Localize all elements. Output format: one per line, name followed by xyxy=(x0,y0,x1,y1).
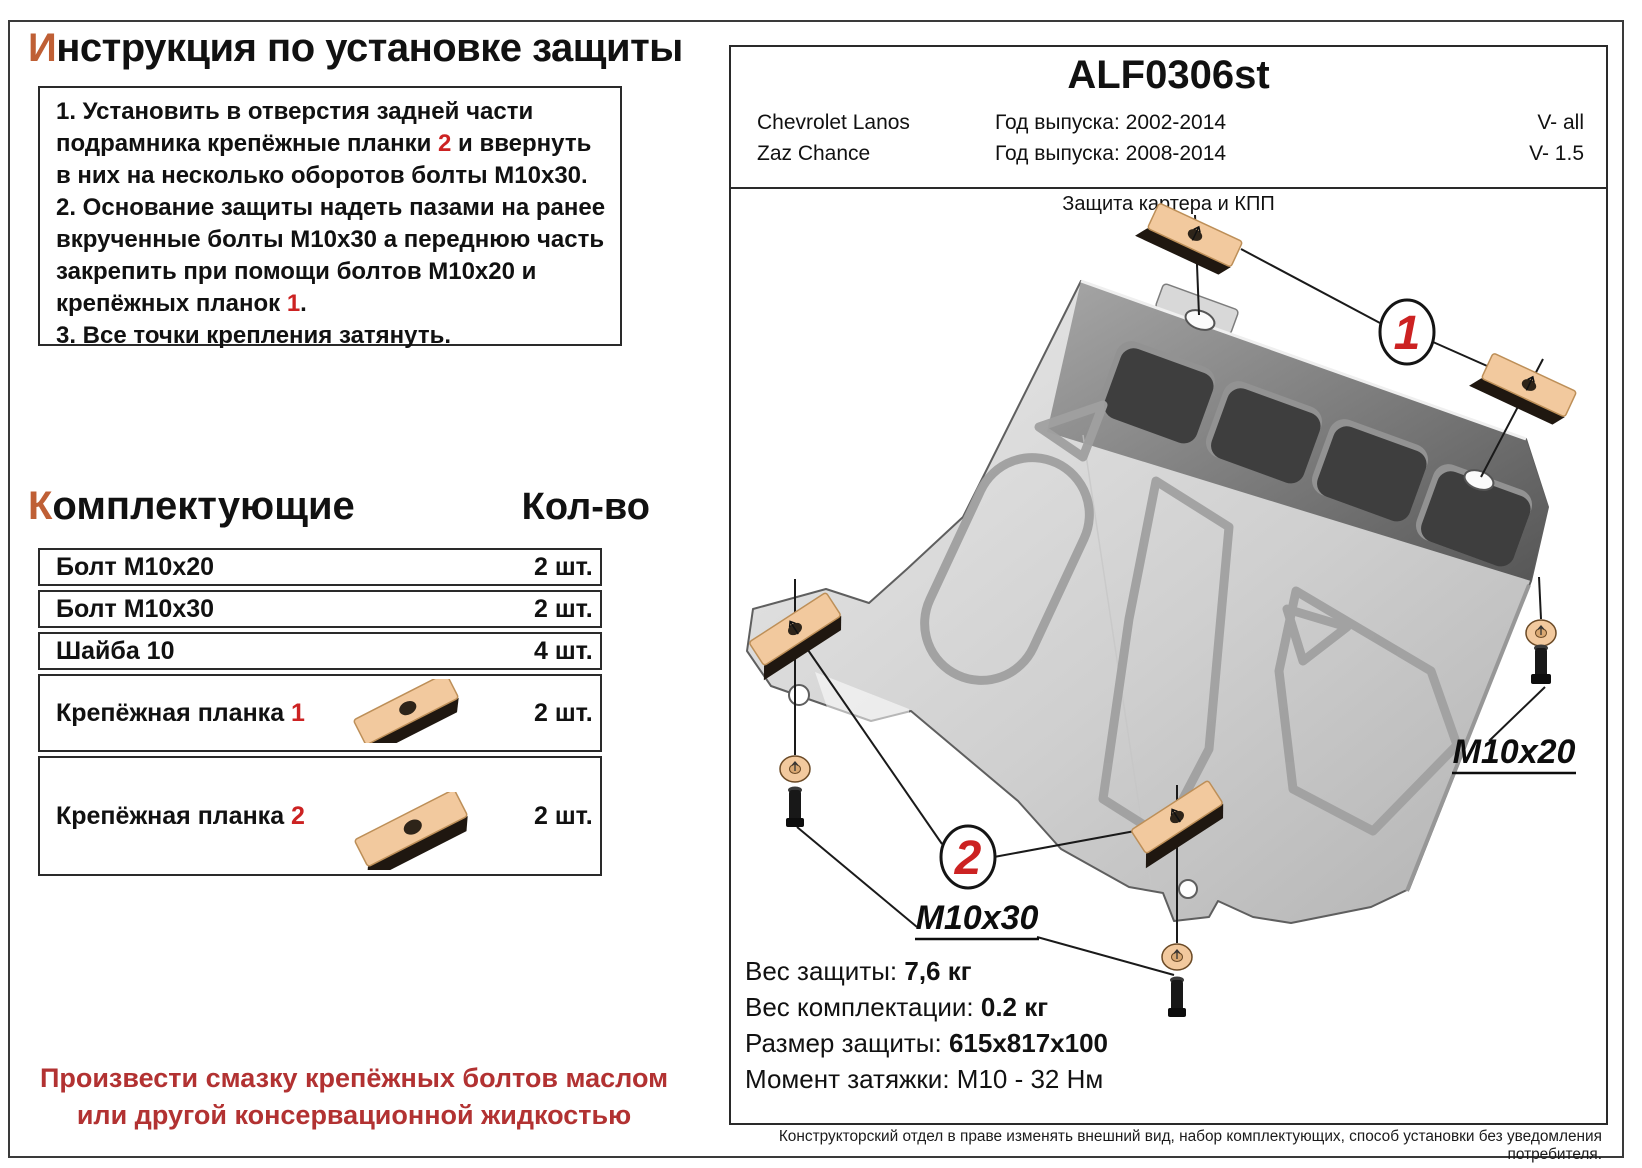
spec-line xyxy=(745,1025,1108,1061)
component-qty: 2 шт. xyxy=(534,552,593,581)
spec-label: Вес защиты: xyxy=(745,956,905,986)
instructions-title-initial: И xyxy=(28,26,57,70)
design-disclaimer: Конструкторский отдел в праве изменять внешний вид, набор комплектующих, способ установки без уведомления потребителя. xyxy=(778,1128,1602,1163)
spec-line xyxy=(745,953,1108,989)
component-qty: 4 шт. xyxy=(534,636,593,665)
spec-label: Вес комплектации: xyxy=(745,992,981,1022)
instruction-step-2 xyxy=(56,192,608,320)
note-line-1: Произвести смазку крепёжных болтов маслом xyxy=(39,1063,669,1093)
component-name xyxy=(40,802,341,831)
components-header xyxy=(28,484,650,532)
instructions-title-rest: нструкция по установке защиты xyxy=(56,26,683,70)
step-1-post: и ввернуть в них на несколько оборотов болты М10х30. xyxy=(56,130,592,189)
component-qty: 2 шт. xyxy=(534,594,593,623)
wing-slot-notch xyxy=(789,685,809,705)
component-name-accent: 1 xyxy=(291,698,305,727)
quantity-header: Кол-во xyxy=(521,486,650,528)
step-2-post: . xyxy=(300,290,307,317)
car-list xyxy=(757,107,1584,169)
instruction-step-1 xyxy=(56,96,608,192)
components-title-rest: омплектующие xyxy=(52,484,355,528)
instructions-box xyxy=(38,86,622,349)
car-model: Chevrolet Lanos xyxy=(757,110,910,134)
car-model: Zaz Chance xyxy=(757,141,871,165)
table-row xyxy=(38,674,602,752)
part-header xyxy=(731,47,1606,189)
washer xyxy=(1526,620,1556,646)
table-row xyxy=(38,632,602,670)
callout-1 xyxy=(1380,300,1434,364)
drawing-title: Защита картера и КПП xyxy=(1062,193,1275,215)
spec-label: Момент затяжки: xyxy=(745,1064,957,1094)
car-row xyxy=(757,107,1584,138)
component-name-accent: 2 xyxy=(291,801,305,830)
table-row xyxy=(38,548,602,586)
spec-line xyxy=(745,1061,1108,1097)
car-years: Год выпуска: 2002-2014 xyxy=(995,110,1227,134)
mount-plank-top xyxy=(1135,199,1243,278)
bolt-label-m10x20-text: M10x20 xyxy=(1452,733,1576,771)
component-name: Болт М10х20 xyxy=(56,552,215,581)
component-name-text: Крепёжная планка xyxy=(56,801,292,830)
bolt xyxy=(1531,645,1551,685)
spec-value: М10 - 32 Нм xyxy=(956,1064,1104,1094)
component-name: Болт М10х30 xyxy=(56,594,215,623)
bolt-label-m10x20 xyxy=(1452,733,1576,773)
washer xyxy=(1162,944,1192,970)
spec-label: Размер защиты: xyxy=(745,1028,949,1058)
bolt-label-m10x30-text: M10x30 xyxy=(915,899,1039,937)
mount-plate-icon xyxy=(341,792,481,875)
washer xyxy=(780,756,810,782)
bottom-slot-notch xyxy=(1179,880,1197,898)
note-line-2: или другой консервационной жидкостью xyxy=(76,1100,632,1130)
component-name-text: Крепёжная планка xyxy=(56,698,292,727)
part-panel xyxy=(729,45,1608,1125)
component-name xyxy=(40,699,341,728)
instruction-step-3 xyxy=(56,320,608,352)
drawing-area xyxy=(731,189,1606,1123)
component-qty: 2 шт. xyxy=(534,801,593,830)
spec-value: 0.2 кг xyxy=(980,992,1049,1022)
car-years: Год выпуска: 2008-2014 xyxy=(995,141,1227,165)
callout-2 xyxy=(941,826,995,888)
car-engine: V- 1.5 xyxy=(1529,141,1584,165)
callout-2-number: 2 xyxy=(954,832,982,885)
step-2-text: 2. Основание защиты надеть пазами на ранее вкрученные болты М10х30 а переднюю часть закрепить при помощи болтов М10х20 и крепёжных планок xyxy=(56,194,606,317)
spec-value: 7,6 кг xyxy=(904,956,972,986)
car-engine: V- all xyxy=(1537,110,1584,134)
components-title-initial: К xyxy=(28,484,53,528)
bolt xyxy=(786,787,804,828)
callout-1-number: 1 xyxy=(1393,307,1421,360)
step-1-text: 1. Установить в отверстия задней части подрамника крепёжные планки xyxy=(56,98,534,157)
spec-value: 615х817х100 xyxy=(948,1028,1108,1058)
lubrication-note xyxy=(30,1060,678,1134)
bolt-label-m10x30 xyxy=(915,899,1039,939)
car-row xyxy=(757,138,1584,169)
step-3-text: 3. Все точки крепления затянуть. xyxy=(56,322,451,349)
step-1-accent: 2 xyxy=(438,130,452,157)
table-row xyxy=(38,756,602,876)
table-row xyxy=(38,590,602,628)
mount-plate-icon xyxy=(341,679,471,748)
component-qty: 2 шт. xyxy=(534,698,593,727)
mount-plank-right xyxy=(1469,349,1577,428)
bolt xyxy=(1168,977,1186,1018)
step-2-accent: 1 xyxy=(286,290,301,317)
part-code: ALF0306st xyxy=(1067,53,1270,97)
component-name: Шайба 10 xyxy=(56,636,175,665)
instructions-title xyxy=(28,26,683,71)
specs-block xyxy=(745,953,1108,1097)
components-title xyxy=(28,484,355,529)
spec-line xyxy=(745,989,1108,1025)
components-table xyxy=(38,548,602,880)
